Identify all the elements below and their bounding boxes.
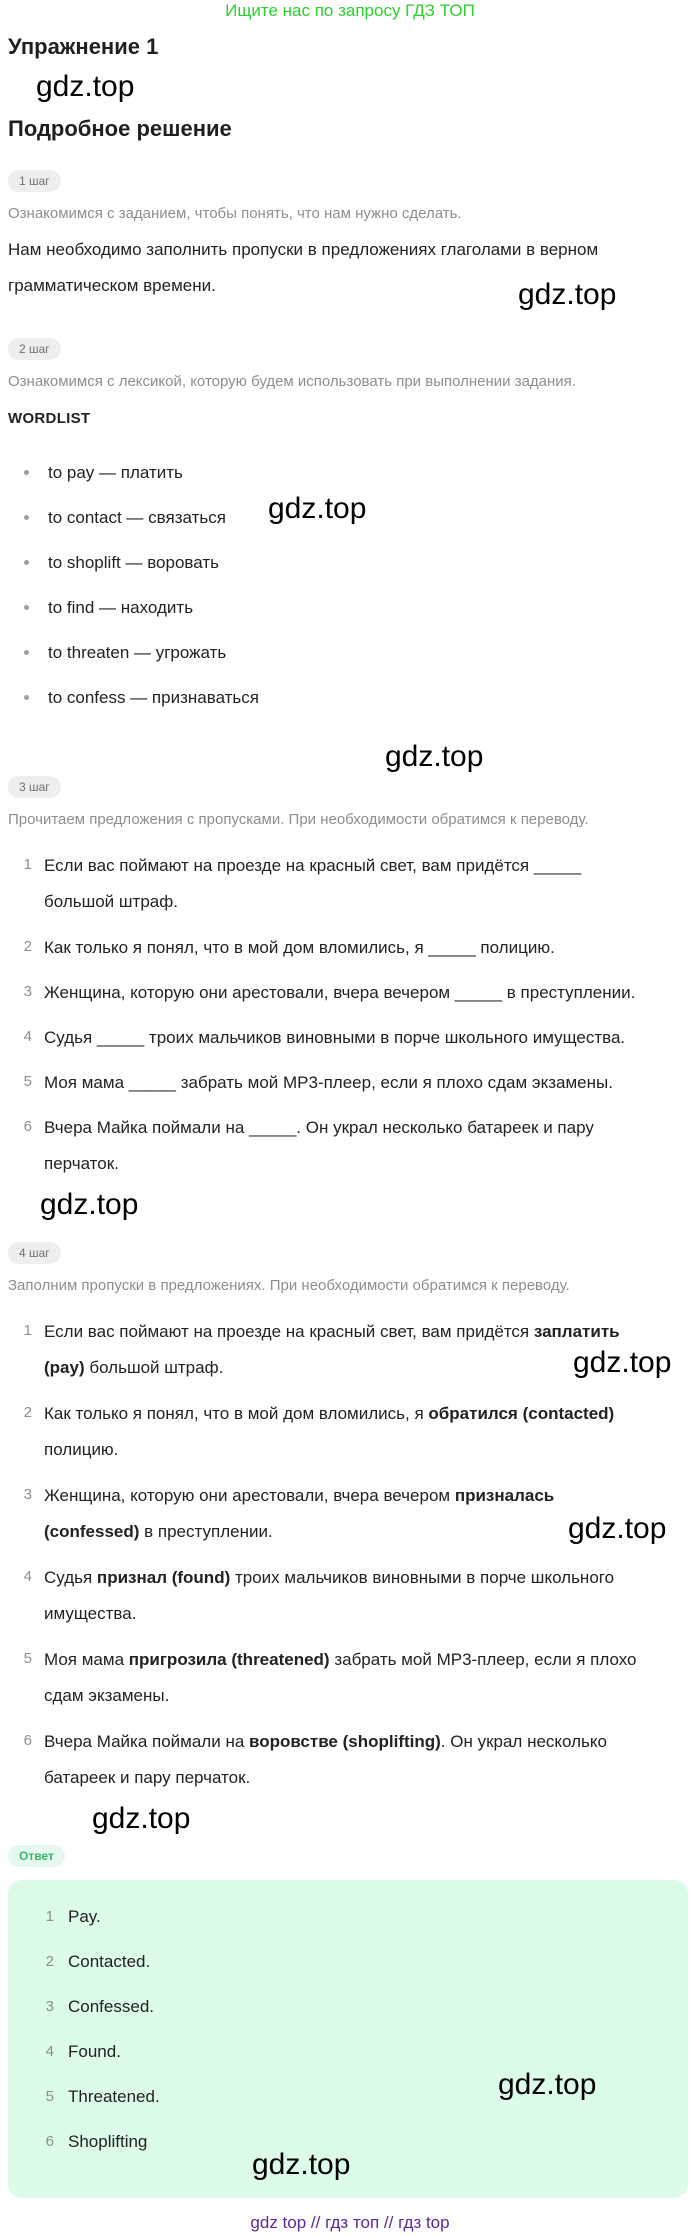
answer-text: Threatened. [68,2087,160,2106]
watermark: gdz.top [385,740,484,773]
step-3-badge: 3 шаг [8,776,61,798]
watermark: gdz.top [268,492,367,525]
answer-text: Shoplifting [68,2132,148,2151]
item-number: 6 [45,2133,54,2150]
list-item [8,585,608,630]
answer-text: Contacted. [68,1952,151,1971]
item-number: 6 [23,1118,32,1135]
list-item [8,630,608,675]
word-entry: to threaten — угрожать [48,643,227,662]
step-3-hint: Прочитаем предложения с пропусками. При необходимости обратимся к переводу. [8,811,589,828]
watermark: gdz.top [40,1188,139,1221]
filled-verb-english: (pay) [44,1358,85,1377]
step-2-hint: Ознакомимся с лексикой, которую будем использовать при выполнении задания. [8,373,576,390]
sentence-text: Вчера Майка поймали на [44,1732,250,1751]
sentence-text: Судья _____ троих мальчиков виновными в порче школьного имущества. [44,1028,626,1047]
answer-item [8,1894,608,1939]
list-item [8,540,608,585]
sentence-item [0,848,680,920]
sentence-text: Моя мама _____ забрать мой MP3-плеер, если я плохо сдам экзамены. [44,1073,613,1092]
sentence-item [0,930,680,966]
item-number: 1 [23,856,32,873]
sentence-item [0,1065,680,1101]
item-number: 4 [23,1568,32,1585]
sentence-text-cont: батареек и пару перчаток. [44,1768,251,1787]
filled-verb: признал (found) [96,1568,231,1587]
bullet-icon [24,605,29,610]
sentence-text: Вчера Майка поймали на _____. Он украл несколько батареек и пару [44,1118,594,1137]
item-number: 1 [23,1322,32,1339]
item-number: 5 [23,1650,32,1667]
answer-box [8,1880,688,2198]
answer-item [8,1984,608,2029]
sentence-text: Женщина, которую они арестовали, вчера вечером _____ в преступлении. [44,983,636,1002]
sentence-text-cont: перчаток. [44,1154,119,1173]
answer-text: Confessed. [68,1997,154,2016]
answer-text: Pay. [68,1907,101,1926]
exercise-title: Упражнение 1 [8,34,159,59]
filled-verb: воровстве (shoplifting) [249,1732,441,1751]
step-4-badge: 4 шаг [8,1242,61,1264]
filled-verb: обратился (contacted) [428,1404,615,1423]
answer-sentence [0,1642,680,1714]
step-4-hint: Заполним пропуски в предложениях. При необходимости обратимся к переводу. [8,1277,570,1294]
bullet-icon [24,650,29,655]
watermark: gdz.top [252,2148,351,2181]
item-number: 3 [23,983,32,1000]
search-banner[interactable]: Ищите нас по запросу ГДЗ ТОП [225,1,475,20]
item-number: 2 [23,938,32,955]
word-entry: to shoplift — воровать [48,553,219,572]
sentence-text-cont: в преступлении. [139,1522,273,1541]
sentence-item [0,975,680,1011]
sentence-text: Моя мама [44,1650,129,1669]
watermark: gdz.top [568,1512,667,1545]
item-number: 3 [45,1998,54,2015]
watermark: gdz.top [36,70,135,103]
step-1-text-line-2: грамматическом времени. [8,276,216,295]
sentence-text: Женщина, которую они арестовали, вчера вечером [44,1486,455,1505]
wordlist-title: WORDLIST [8,410,91,427]
item-number: 6 [23,1732,32,1749]
filled-verb-english: (confessed) [44,1522,140,1541]
item-number: 5 [45,2088,54,2105]
item-number: 2 [23,1404,32,1421]
sentence-text-cont: большой штраф. [84,1358,224,1377]
step-1-badge: 1 шаг [8,170,61,192]
bullet-icon [24,560,29,565]
answer-item [8,1939,608,1984]
watermark: gdz.top [518,278,617,311]
sentence-text: троих мальчиков виновными в порче школьного [230,1568,615,1587]
sentence-text-cont: сдам экзамены. [44,1686,170,1705]
answer-text: Found. [68,2042,121,2061]
bullet-icon [24,515,29,520]
word-entry: to pay — платить [48,463,183,482]
wordlist [8,450,608,720]
sentence-text: забрать мой MP3-плеер, если я плохо [329,1650,637,1669]
sentence-text: . Он украл несколько [440,1732,607,1751]
list-item [8,450,608,495]
item-number: 2 [45,1953,54,1970]
filled-verb: пригрозила (threatened) [128,1650,330,1669]
word-entry: to confess — признаваться [48,688,259,707]
sentence-text: Как только я понял, что в мой дом вломились, я [44,1404,429,1423]
item-number: 1 [45,1908,54,1925]
answer-badge: Ответ [8,1845,65,1867]
solution-heading: Подробное решение [8,116,232,141]
filled-verb: призналась [454,1486,555,1505]
sentence-text-cont: большой штраф. [44,892,178,911]
answer-sentence [0,1560,680,1632]
sentence-text: Если вас поймают на проезде на красный свет, вам придётся _____ [44,856,582,875]
step-2-badge: 2 шаг [8,338,61,360]
step-1-text-line-1: Нам необходимо заполнить пропуски в предложениях глаголами в верном [8,240,599,259]
item-number: 5 [23,1073,32,1090]
sentence-text-cont: имущества. [44,1604,137,1623]
sentence-item [0,1110,680,1182]
bullet-icon [24,695,29,700]
sentence-item [0,1020,680,1056]
sentence-text: Судья [44,1568,97,1587]
item-number: 4 [45,2043,54,2060]
list-item [8,675,608,720]
watermark: gdz.top [92,1802,191,1835]
sentence-text: Как только я понял, что в мой дом вломились, я _____ полицию. [44,938,555,957]
item-number: 4 [23,1028,32,1045]
answer-sentence [0,1396,680,1468]
bullet-icon [24,470,29,475]
answer-sentence [0,1724,680,1796]
sentence-text: Если вас поймают на проезде на красный свет, вам придётся [44,1322,534,1341]
filled-verb: заплатить [533,1322,620,1341]
watermark: gdz.top [498,2068,597,2101]
watermark: gdz.top [573,1346,672,1379]
item-number: 3 [23,1486,32,1503]
step-1-hint: Ознакомимся с заданием, чтобы понять, что нам нужно сделать. [8,205,462,222]
word-entry: to contact — связаться [48,508,226,527]
sentence-text-cont: полицию. [44,1440,119,1459]
word-entry: to find — находить [48,598,194,617]
footer-links[interactable]: gdz top // гдз топ // гдз top [250,2213,450,2232]
